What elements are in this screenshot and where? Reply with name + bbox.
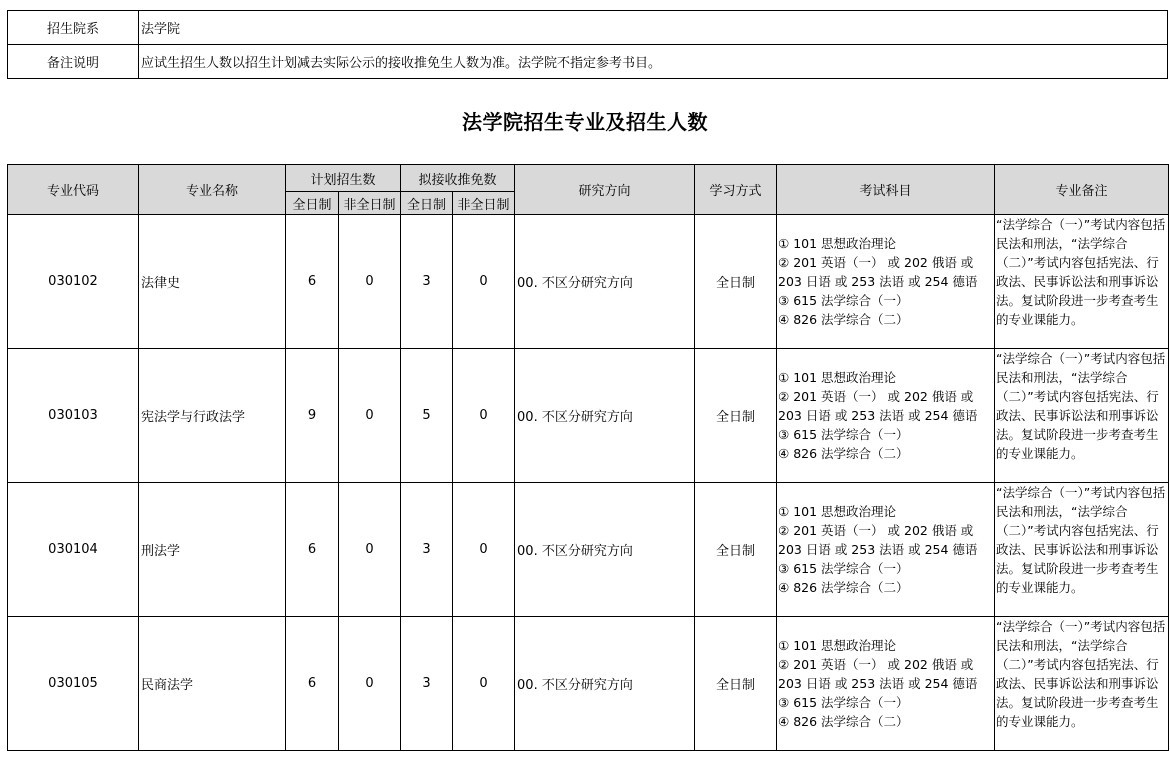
exam-line: ③ 615 法学综合（一） [778,561,909,576]
dept-row [8,11,1168,45]
rec-part: 0 [453,483,515,617]
info-table [7,10,1168,79]
exam-subjects [777,215,995,349]
rec-full: 3 [401,483,453,617]
exam-line: ③ 615 法学综合（一） [778,293,909,308]
major-code: 030102 [8,215,139,349]
header-code: 专业代码 [8,165,139,215]
header-recommend: 拟接收推免数 [401,165,515,192]
table-row [8,617,1169,751]
header-direction: 研究方向 [515,165,695,215]
header-note: 专业备注 [995,165,1169,215]
plan-full: 6 [286,617,339,751]
exam-subjects [777,483,995,617]
plan-full: 6 [286,215,339,349]
major-code: 030103 [8,349,139,483]
exam-line: ④ 826 法学综合（二） [778,312,909,327]
rec-full: 3 [401,215,453,349]
major-note: “法学综合（一）”考试内容包括民法和刑法，“法学综合（二）”考试内容包括宪法、行政法、民事诉讼法和刑事诉讼法。复试阶段进一步考查考生的专业课能力。 [995,215,1169,349]
major-name: 宪法学与行政法学 [139,349,286,483]
exam-line: ① 101 思想政治理论 [778,504,897,519]
exam-line: ② 201 英语（一） 或 202 俄语 或 [778,389,974,404]
header-rec-full: 全日制 [401,192,453,215]
plan-part: 0 [339,349,401,483]
exam-line: ① 101 思想政治理论 [778,638,897,653]
major-code: 030104 [8,483,139,617]
research-direction: 00. 不区分研究方向 [515,215,695,349]
exam-line: ④ 826 法学综合（二） [778,580,909,595]
header-plan-full: 全日制 [286,192,339,215]
header-name: 专业名称 [139,165,286,215]
table-row [8,349,1169,483]
plan-part: 0 [339,215,401,349]
study-mode: 全日制 [695,483,777,617]
research-direction: 00. 不区分研究方向 [515,349,695,483]
exam-line: 203 日语 或 253 法语 或 254 德语 [778,408,978,423]
exam-line: ① 101 思想政治理论 [778,370,897,385]
exam-subjects [777,349,995,483]
rec-part: 0 [453,349,515,483]
header-plan-part: 非全日制 [339,192,401,215]
exam-line: ② 201 英语（一） 或 202 俄语 或 [778,255,974,270]
exam-line: ① 101 思想政治理论 [778,236,897,251]
rec-full: 3 [401,617,453,751]
rec-part: 0 [453,617,515,751]
exam-subjects [777,617,995,751]
dept-label: 招生院系 [8,11,139,45]
page-title: 法学院招生专业及招生人数 [462,110,708,134]
major-note: “法学综合（一）”考试内容包括民法和刑法，“法学综合（二）”考试内容包括宪法、行政法、民事诉讼法和刑事诉讼法。复试阶段进一步考查考生的专业课能力。 [995,349,1169,483]
table-row [8,215,1169,349]
exam-line: ② 201 英语（一） 或 202 俄语 或 [778,523,974,538]
exam-line: ② 201 英语（一） 或 202 俄语 或 [778,657,974,672]
study-mode: 全日制 [695,215,777,349]
major-note: “法学综合（一）”考试内容包括民法和刑法，“法学综合（二）”考试内容包括宪法、行政法、民事诉讼法和刑事诉讼法。复试阶段进一步考查考生的专业课能力。 [995,483,1169,617]
study-mode: 全日制 [695,617,777,751]
plan-part: 0 [339,617,401,751]
header-exam: 考试科目 [777,165,995,215]
rec-part: 0 [453,215,515,349]
exam-line: ④ 826 法学综合（二） [778,714,909,729]
major-name: 民商法学 [139,617,286,751]
plan-full: 6 [286,483,339,617]
exam-line: 203 日语 或 253 法语 或 254 德语 [778,676,978,691]
exam-line: ④ 826 法学综合（二） [778,446,909,461]
enrollment-table [7,164,1169,751]
table-row [8,483,1169,617]
exam-line: 203 日语 或 253 法语 或 254 德语 [778,542,978,557]
research-direction: 00. 不区分研究方向 [515,483,695,617]
exam-line: ③ 615 法学综合（一） [778,427,909,442]
exam-line: 203 日语 或 253 法语 或 254 德语 [778,274,978,289]
major-name: 刑法学 [139,483,286,617]
major-note: “法学综合（一）”考试内容包括民法和刑法，“法学综合（二）”考试内容包括宪法、行政法、民事诉讼法和刑事诉讼法。复试阶段进一步考查考生的专业课能力。 [995,617,1169,751]
header-plan: 计划招生数 [286,165,401,192]
research-direction: 00. 不区分研究方向 [515,617,695,751]
plan-full: 9 [286,349,339,483]
exam-line: ③ 615 法学综合（一） [778,695,909,710]
plan-part: 0 [339,483,401,617]
major-code: 030105 [8,617,139,751]
rec-full: 5 [401,349,453,483]
header-rec-part: 非全日制 [453,192,515,215]
header-mode: 学习方式 [695,165,777,215]
study-mode: 全日制 [695,349,777,483]
remark-row [8,45,1168,79]
remark-value: 应试生招生人数以招生计划减去实际公示的接收推免生人数为准。法学院不指定参考书目。 [139,45,1168,79]
header-row [8,165,1169,192]
major-name: 法律史 [139,215,286,349]
dept-value: 法学院 [139,11,1168,45]
remark-label: 备注说明 [8,45,139,79]
